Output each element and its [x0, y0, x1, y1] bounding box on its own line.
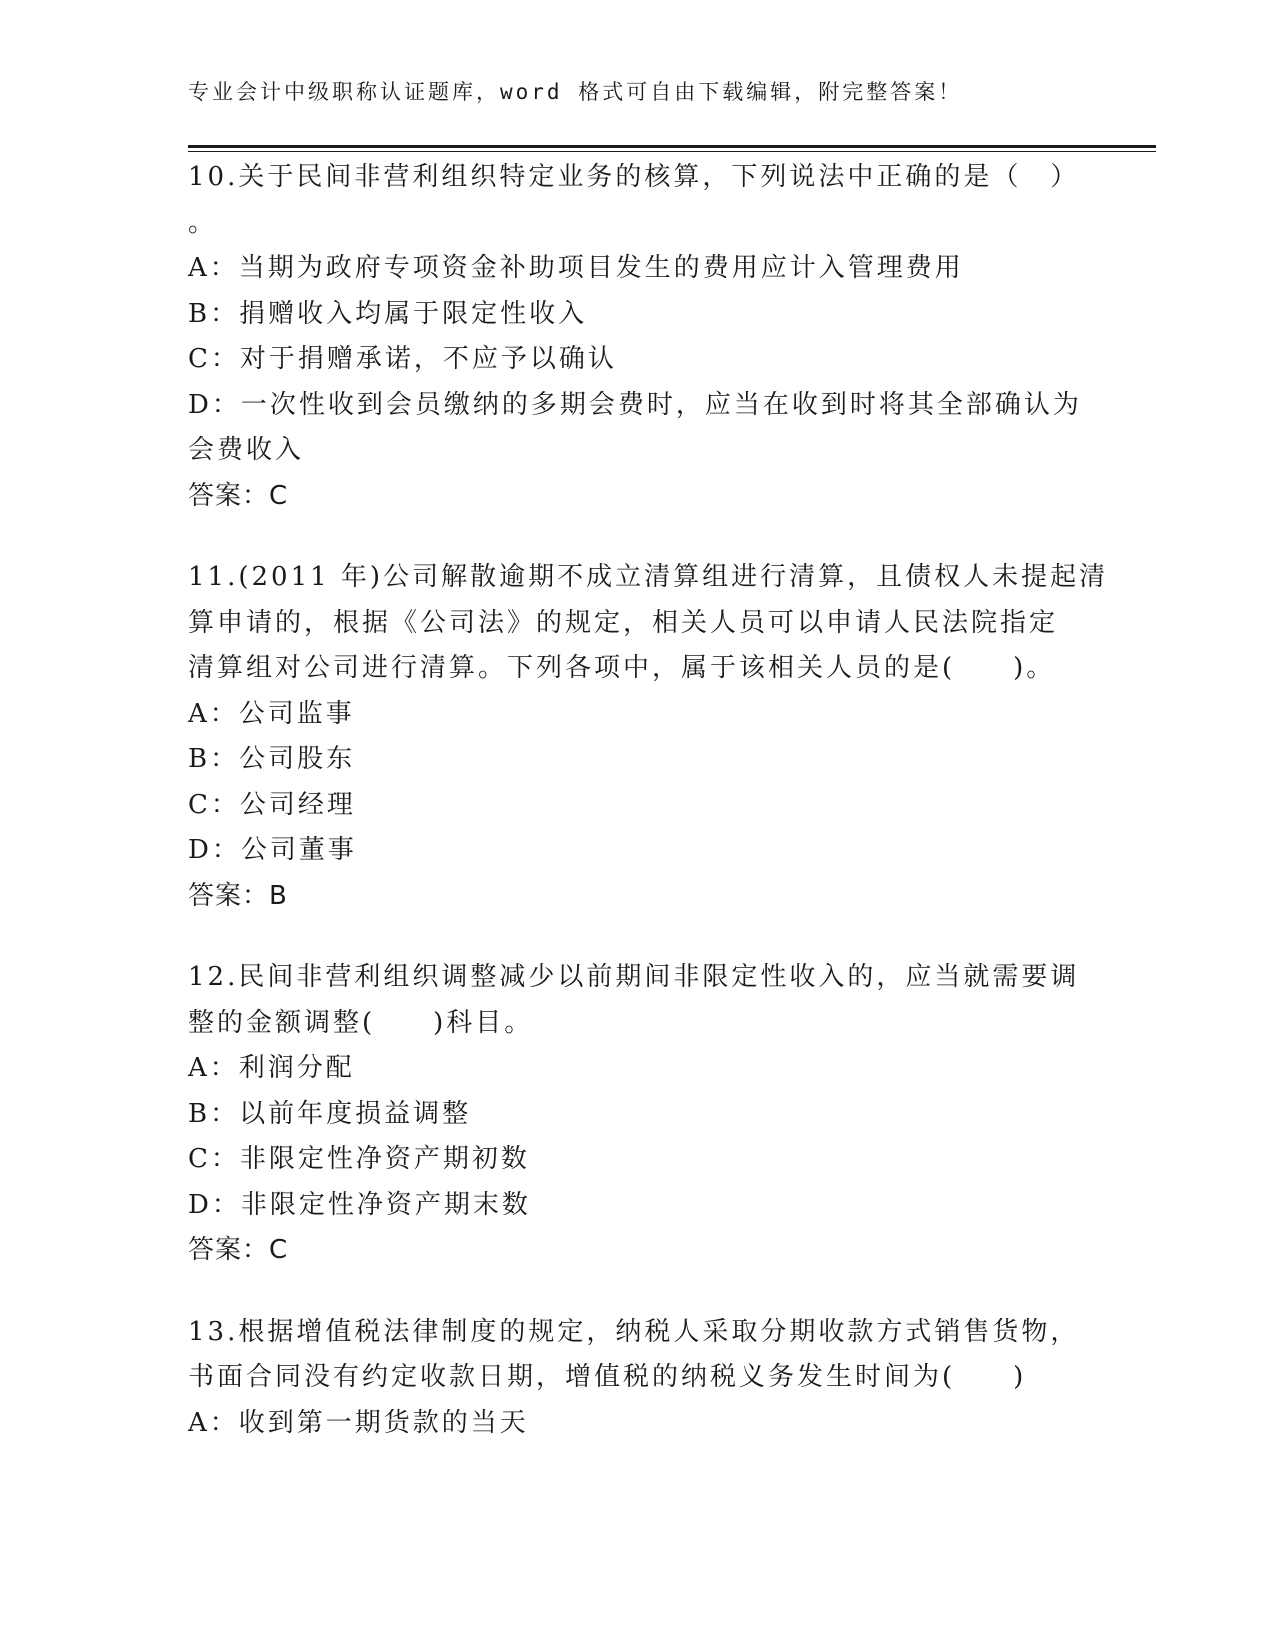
answer-label: 答案：B: [188, 880, 288, 911]
option-b: B：公司股东: [188, 744, 356, 774]
question-stem-line: 算申请的，根据《公司法》的规定，相关人员可以申请人民法院指定: [188, 607, 1059, 638]
question-stem-line: 清算组对公司进行清算。下列各项中，属于该相关人员的是( )。: [188, 653, 1056, 683]
page-header: 专业会计中级职称认证题库，word 格式可自由下载编辑，附完整答案！: [188, 80, 963, 104]
header-divider: [188, 145, 1156, 152]
option-a: A：当期为政府专项资金补助项目发生的费用应计入管理费用: [188, 253, 964, 283]
question-stem-line: 13.根据增值税法律制度的规定，纳税人采取分期收款方式销售货物，: [188, 1316, 1080, 1347]
option-d: D：公司董事: [188, 835, 357, 865]
option-b: B：以前年度损益调整: [188, 1098, 472, 1129]
option-d-continued: 会费收入: [188, 435, 305, 465]
question-stem-line: 10.关于民间非营利组织特定业务的核算，下列说法中正确的是（ ）: [188, 162, 1080, 192]
option-d: D：一次性收到会员缴纳的多期会费时，应当在收到时将其全部确认为: [188, 389, 1082, 420]
question-13: [188, 1310, 1088, 1447]
option-c: C：非限定性净资产期初数: [188, 1144, 530, 1174]
answer-label: 答案：C: [188, 1235, 289, 1265]
option-a: A：收到第一期货款的当天: [188, 1407, 529, 1438]
question-12: [188, 955, 1088, 1274]
option-d: D：非限定性净资产期末数: [188, 1189, 531, 1220]
question-list: [188, 155, 1109, 1482]
option-a: A：利润分配: [188, 1053, 355, 1083]
question-stem-line: 。: [188, 207, 218, 238]
answer-label: 答案：C: [188, 480, 289, 511]
question-stem-line: 书面合同没有约定收款日期，增值税的纳税义务发生时间为( ): [188, 1362, 1027, 1392]
question-stem-line: 11.(2011 年)公司解散逾期不成立清算组进行清算，且债权人未提起清: [188, 562, 1109, 592]
option-a: A：公司监事: [188, 698, 355, 729]
option-c: C：公司经理: [188, 789, 356, 820]
option-c: C：对于捐赠承诺，不应予以确认: [188, 344, 617, 374]
question-10: [188, 155, 1088, 519]
question-stem-line: 12.民间非营利组织调整减少以前期间非限定性收入的，应当就需要调: [188, 962, 1080, 992]
option-b: B：捐赠收入均属于限定性收入: [188, 298, 588, 329]
question-stem-line: 整的金额调整( )科目。: [188, 1007, 534, 1038]
question-11: [188, 555, 1109, 919]
